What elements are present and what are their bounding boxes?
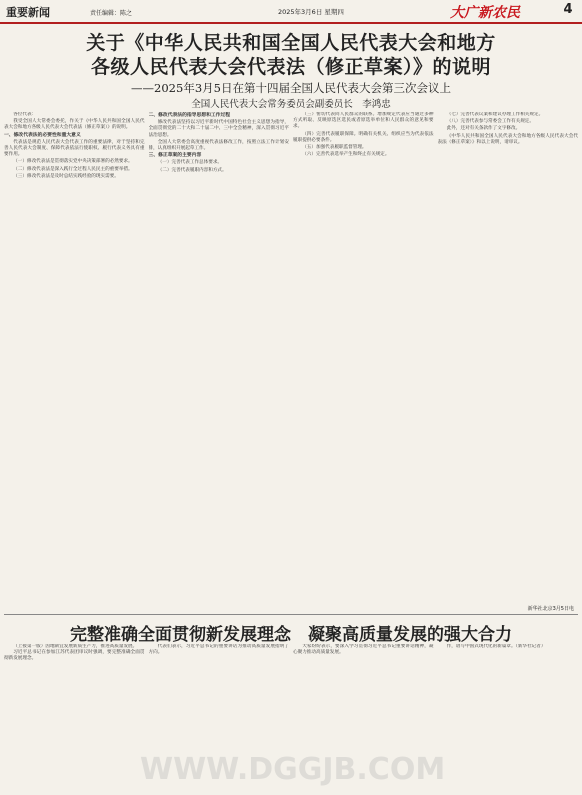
paragraph: 习近平总书记在参加江苏代表团审议时强调，要完整准确全面贯彻新发展理念。 bbox=[4, 650, 145, 662]
article-subtitle: ——2025年3月5日在第十四届全国人民代表大会第三次会议上 bbox=[131, 81, 451, 95]
paragraph: 我受全国人大常委会委托，作关于《中华人民共和国全国人民代表大会和地方各级人民代表大会代表法（修正草案）》的说明。 bbox=[4, 119, 145, 131]
paragraph: （三）修改代表法是及时总结实践经验的现实需要。 bbox=[13, 173, 119, 179]
article-column-2 bbox=[149, 112, 290, 612]
paragraph: 大家纷纷表示，要深入学习贯彻习近平总书记重要讲话精神，凝心聚力推动高质量发展。 bbox=[293, 644, 434, 656]
article-column-3 bbox=[293, 112, 434, 612]
paragraph: 此外，还对有关条款作了文字修改。 bbox=[446, 126, 521, 132]
page-number: 4 bbox=[563, 2, 573, 17]
paragraph: （七）完善代表议案和建议办理工作相关规定。 bbox=[446, 112, 544, 117]
editor-credit: 责任编辑：陈之 bbox=[90, 10, 133, 17]
masthead bbox=[0, 0, 582, 24]
section-heading: 一、修改代表法的必要性和重大意义 bbox=[4, 132, 81, 138]
paragraph: （四）完善代表履职保障。明确有关机关、组织应当为代表依法履职提供必要条件。 bbox=[293, 131, 434, 143]
paragraph: （一）完善代表工作总体要求。 bbox=[157, 160, 223, 166]
paragraph: 作，谱写中国式现代化的新篇章。（新华社记者） bbox=[446, 644, 546, 649]
paragraph: 代表们表示，习近平总书记的重要讲话为推动高质量发展指明了方向。 bbox=[148, 644, 289, 656]
paragraph: （一）修改代表法是贯彻落实党中央决策部署的必然要求。 bbox=[13, 159, 133, 165]
article-signoff: 新华社北京3月5日电 bbox=[527, 606, 574, 612]
paragraph: （八）完善代表参与常委会工作有关规定。 bbox=[446, 119, 534, 125]
second-article-headline: 完整准确全面贯彻新发展理念 凝聚高质量发展的强大合力 bbox=[70, 625, 512, 645]
section-heading: 二、修改代表法的指导思想和工作过程 bbox=[148, 113, 231, 118]
newspaper-logo: 大广新农民 bbox=[450, 5, 520, 21]
paragraph: 修改代表法坚持以习近平新时代中国特色社会主义思想为指导，全面贯彻党的二十大和二十届二中、三中全会精神，深入贯彻习近平法治思想。 bbox=[148, 120, 289, 138]
second-article-column-4 bbox=[438, 644, 579, 792]
paragraph: （上接第一版）因地制宜发展新质生产力，推进高质量发展。 bbox=[13, 644, 138, 649]
article-body bbox=[4, 112, 578, 612]
article-author: 全国人民代表大会常务委员会副委员长 李鸿忠 bbox=[191, 99, 391, 110]
watermark: WWW.DGGJB.COM bbox=[140, 752, 446, 787]
paragraph: （三）密切代表同人民群众的联系。增加规定代表应当通过多种方式听取、反映原选区选民或者原选举单位和人民群众的意见和要求。 bbox=[293, 112, 434, 130]
paragraph: （六）完善代表选举产生和终止有关规定。 bbox=[302, 152, 390, 158]
paragraph: 《中华人民共和国全国人民代表大会和地方各级人民代表大会代表法（修正草案）》和以上说明，请审议。 bbox=[437, 133, 578, 145]
article-column-4 bbox=[438, 112, 579, 612]
article-title-line2: 各级人民代表大会代表法（修正草案）》的说明 bbox=[90, 56, 491, 78]
issue-date: 2025年3月6日 星期四 bbox=[278, 8, 344, 16]
second-article-column-1 bbox=[4, 644, 145, 792]
section-heading: 三、修正草案的主要内容 bbox=[148, 153, 202, 159]
section-name: 重要新闻 bbox=[6, 6, 50, 19]
section-divider bbox=[4, 614, 578, 615]
paragraph: （五）加强代表履职监督管理。 bbox=[302, 145, 367, 151]
paragraph: （二）修改代表法是深入践行全过程人民民主的重要举措。 bbox=[13, 166, 133, 172]
paragraph: （二）完善代表履职内容和方式。 bbox=[157, 167, 227, 173]
article-column-1 bbox=[4, 112, 145, 612]
paragraph: 代表法是规范人民代表大会代表工作的重要法律，对于坚持和完善人民代表大会制度、保障代表依法行使职权、履行代表义务具有重要作用。 bbox=[4, 139, 145, 158]
paragraph: 各位代表： bbox=[13, 112, 37, 117]
paragraph: 全国人大常委会高度重视代表法修改工作，按照立法工作计划安排，认真组织开展起草工作。 bbox=[148, 139, 289, 152]
article-title-line1: 关于《中华人民共和国全国人民代表大会和地方 bbox=[86, 32, 496, 54]
